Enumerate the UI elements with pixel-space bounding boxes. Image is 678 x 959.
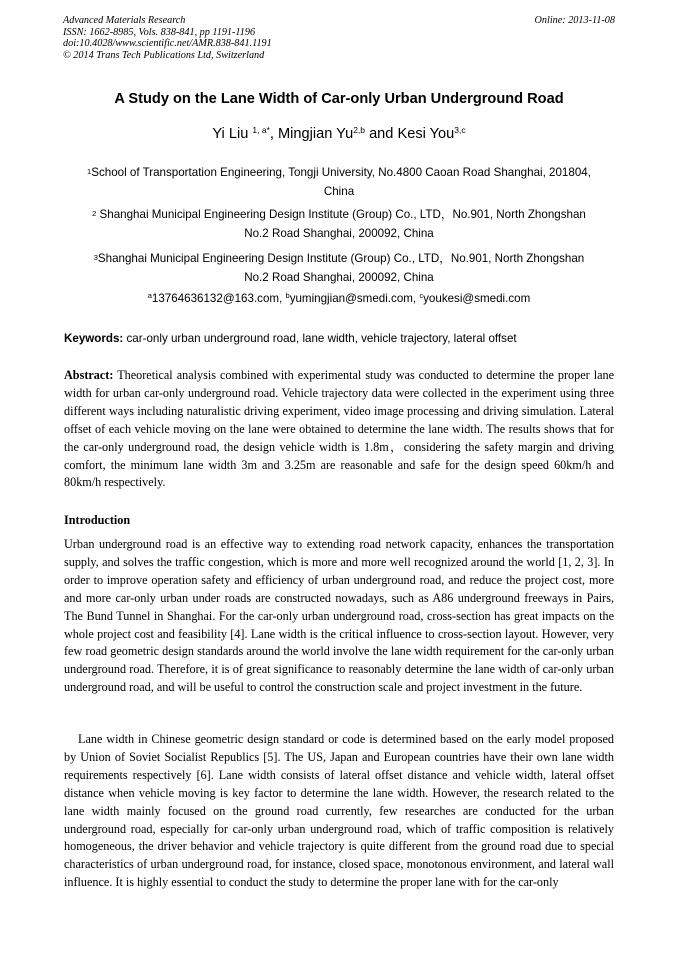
affil-text: No.2 Road Shanghai, 200092, China <box>244 227 434 240</box>
affil-text: Shanghai Municipal Engineering Design Institute (Group) Co., LTD，No.901, North Zhongshan <box>97 252 585 265</box>
introduction-paragraph-2: Lane width in Chinese geometric design standard or code is determined based on the early model proposed by Union of Soviet Socialist Republics [5]. The US, Japan and European countries have their own lane width requirements respectively [6]. Lane width consists of lateral offset distance and vehicle width, lateral offset distance when vehicle moving is key factor to determine the lane width. However, the research related to the lane width mainly focused on the ground road currently, few researches are conducted for the urban underground road, especially for car-only urban underground road, which of traffic composition is relatively homogeneous, the driver behavior and vehicle trajectory is quite different from the ground road due to special characteristics of urban underground road, for instance, closed space, monotonous environment, and lateral wall influence. It is highly essential to conduct the study to determine the proper lane with for the car-only <box>64 732 614 890</box>
email-mark: c <box>419 291 424 300</box>
journal-name: Advanced Materials Research <box>63 15 186 26</box>
affil-text: China <box>323 185 355 198</box>
author-name: , Mingjian Yu <box>269 126 354 142</box>
introduction-paragraph-1: Urban underground road is an effective way to extending road network capacity, enhances the transportation supply, and solves the traffic congestion, which is more and more well recognized around the world [1, 2, 3]. In order to improve operation safety and efficiency of urban underground road, and reduce the project cost, more and more car-only urban under roads are constructed nowadays, such as A86 underground freeways in Pairs, The Bund Tunnel in Shanghai. For the car-only urban underground road, cross-section has great impacts on the whole project cost and feasibility [4]. Lane width is the critical influence to cross-section layout. However, very few road geometric design standards around the world involve the lane width requirement for the car-only urban underground road. Therefore, it is of great significance to reasonably determine the lane width of car-only urban underground road, and will be useful to control the construction scale and project investment in the future. <box>64 537 614 695</box>
author-list <box>30 126 648 142</box>
affil-mark: 1 <box>87 167 92 176</box>
abstract <box>64 367 614 492</box>
keywords <box>64 332 616 345</box>
online-date: Online: 2013-11-08 <box>534 15 615 26</box>
paper-title: A Study on the Lane Width of Car-only Urban Underground Road <box>114 91 564 107</box>
keywords-text: car-only urban underground road, lane width, vehicle trajectory, lateral offset <box>123 332 517 345</box>
author-affil-mark: 2,b <box>353 125 366 135</box>
affiliation-3 <box>60 249 618 287</box>
affiliation-2 <box>60 205 618 243</box>
affil-mark: 3 <box>93 253 98 262</box>
email-mark: a <box>147 291 152 300</box>
issn-line: ISSN: 1662-8985, Vols. 838-841, pp 1191-1196 <box>63 26 256 38</box>
keywords-label: Keywords: <box>64 332 124 345</box>
affil-text: Shanghai Municipal Engineering Design Institute (Group) Co., LTD，No.901, North Zhongshan <box>96 208 586 221</box>
author-affil-mark: 1, a* <box>252 125 270 135</box>
author-affil-mark: 3,c <box>454 125 466 135</box>
abstract-text: Theoretical analysis combined with experimental study was conducted to determine the proper lane width for urban car-only underground road. Vehicle trajectory data were collected in the experiment using three different ways including naturalistic driving experiment, video image processing and driving simulation. Lateral offset of each vehicle moving on the lane were obtained to determine the lane width. The results shows that for the car-only underground road, the design vehicle width is 1.8m，considering the safety margin and driving comfort, the minimum lane width 3m and 3.25m are reasonable and safe for the design speed 60km/h and 80km/h respectively. <box>64 368 614 490</box>
email-address: 13764636132@163.com, <box>151 292 286 305</box>
section-heading-introduction: Introduction <box>64 513 131 527</box>
affil-mark: 2 <box>92 209 97 218</box>
author-emails <box>30 292 648 305</box>
email-mark: b <box>285 291 290 300</box>
doi-line: doi:10.4028/www.scientific.net/AMR.838-841.1191 <box>63 38 272 50</box>
abstract-label: Abstract: <box>64 368 114 382</box>
affil-text: No.2 Road Shanghai, 200092, China <box>244 271 434 284</box>
email-address: yumingjian@smedi.com, <box>289 292 420 305</box>
author-name: and Kesi You <box>365 126 455 142</box>
author-name: Yi Liu <box>212 126 253 142</box>
affiliation-1 <box>60 163 618 201</box>
email-address: youkesi@smedi.com <box>423 292 531 305</box>
copyright-line: © 2014 Trans Tech Publications Ltd, Switzerland <box>63 49 265 61</box>
affil-text: School of Transportation Engineering, Tongji University, No.4800 Caoan Road Shanghai, 201804, <box>91 166 591 179</box>
journal-header <box>63 15 615 61</box>
